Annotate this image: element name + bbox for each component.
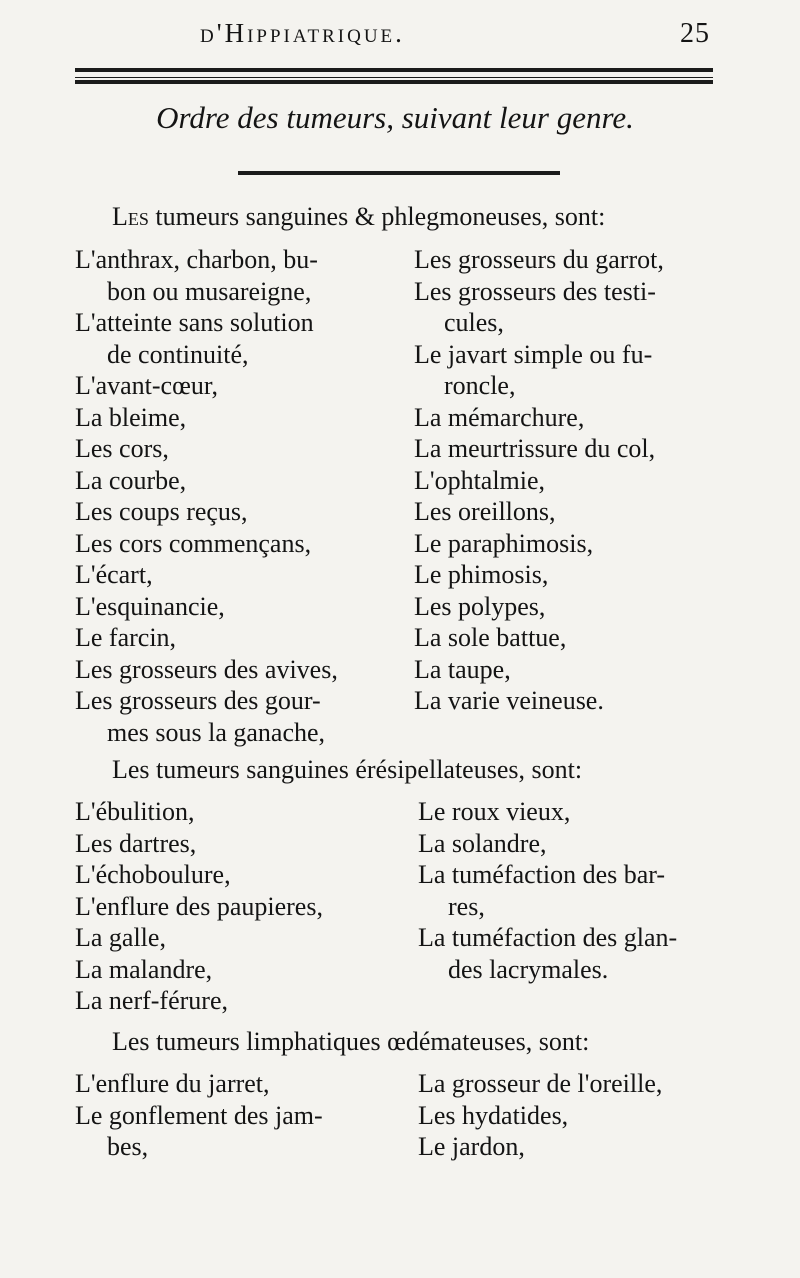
list-item: La mémarchure, <box>414 402 585 432</box>
section-3-right-column <box>418 1068 662 1163</box>
list-item: La grosseur de l'oreille, <box>418 1069 663 1098</box>
list-item: Les grosseurs des avives, <box>75 654 338 684</box>
list-item: de continuité, <box>107 339 249 369</box>
page-heading: Ordre des tumeurs, suivant leur genre. <box>156 100 634 135</box>
section-2-left-column <box>75 796 323 1017</box>
list-item: Le javart simple ou fu- <box>414 339 653 369</box>
list-item: bon ou musareigne, <box>107 276 312 306</box>
list-item: L'ébulition, <box>75 797 195 826</box>
list-item: La taupe, <box>414 654 511 684</box>
page-number: 25 <box>680 18 710 49</box>
list-item: La varie veineuse. <box>414 686 604 715</box>
list-item: Les grosseurs des testi- <box>414 276 656 306</box>
heading-rule <box>238 171 560 175</box>
list-item: L'anthrax, charbon, bu- <box>75 245 318 274</box>
list-item: La courbe, <box>75 465 187 495</box>
list-item: cules, <box>444 308 504 337</box>
list-item: Les dartres, <box>75 828 197 858</box>
header-rule-thick <box>75 68 713 72</box>
list-item: res, <box>448 891 485 921</box>
section-1-right-column <box>414 244 664 717</box>
list-item: L'enflure des paupieres, <box>75 891 323 921</box>
list-item: roncle, <box>444 371 516 400</box>
list-item: des lacrymales. <box>448 954 609 984</box>
list-item: L'avant-cœur, <box>75 371 218 400</box>
section-heading-sanguines-phlegmoneuses <box>112 202 605 232</box>
section-heading-erysipelateuses <box>112 755 582 785</box>
section-heading-text: tumeurs sanguines & phlegmoneuses, sont: <box>148 202 606 231</box>
running-head <box>200 18 800 58</box>
list-item: Les cors, <box>75 434 169 463</box>
list-item: La sole battue, <box>414 623 567 652</box>
list-item: L'échoboulure, <box>75 860 231 889</box>
list-item: L'atteinte sans solution <box>75 308 314 337</box>
list-item: Le paraphimosis, <box>414 528 594 558</box>
list-item: La tuméfaction des glan- <box>418 923 678 952</box>
list-item: Les cors commençans, <box>75 528 312 558</box>
list-item: L'enflure du jarret, <box>75 1069 270 1098</box>
list-item: Le jardon, <box>418 1132 525 1161</box>
list-item: La solandre, <box>418 828 547 858</box>
header-rule-bottom <box>75 80 713 84</box>
section-heading-text: Les tumeurs limphatiques œdémateuses, sont: <box>112 1027 590 1056</box>
list-item: Les grosseurs du garrot, <box>414 245 664 274</box>
list-item: La bleime, <box>75 402 187 432</box>
header-rule-thin <box>75 77 713 78</box>
section-heading-caps: Les <box>112 202 149 231</box>
list-item: La meurtrissure du col, <box>414 434 656 463</box>
section-2-right-column <box>418 796 677 985</box>
list-item: bes, <box>107 1132 149 1161</box>
section-heading-oedemateuses <box>112 1027 589 1057</box>
list-item: Le roux vieux, <box>418 797 571 826</box>
list-item: L'ophtalmie, <box>414 465 546 495</box>
list-item: L'esquinancie, <box>75 591 225 621</box>
list-item: Le gonflement des jam- <box>75 1100 323 1130</box>
list-item: La tuméfaction des bar- <box>418 860 666 889</box>
list-item: Les grosseurs des gour- <box>75 686 321 715</box>
list-item: La nerf-férure, <box>75 986 228 1015</box>
list-item: Les oreillons, <box>414 497 556 526</box>
list-item: Le phimosis, <box>414 560 549 589</box>
section-3-left-column <box>75 1068 323 1163</box>
section-1-left-column <box>75 244 338 748</box>
list-item: L'écart, <box>75 560 153 589</box>
list-item: La galle, <box>75 923 166 952</box>
list-item: Les hydatides, <box>418 1100 569 1130</box>
list-item: Les polypes, <box>414 591 546 621</box>
list-item: mes sous la ganache, <box>107 717 326 747</box>
section-heading-text: Les tumeurs sanguines érésipellateuses, sont: <box>112 755 583 784</box>
list-item: Les coups reçus, <box>75 497 248 526</box>
running-title: d'Hippiatrique. <box>200 18 405 48</box>
list-item: La malandre, <box>75 954 213 984</box>
list-item: Le farcin, <box>75 623 177 652</box>
